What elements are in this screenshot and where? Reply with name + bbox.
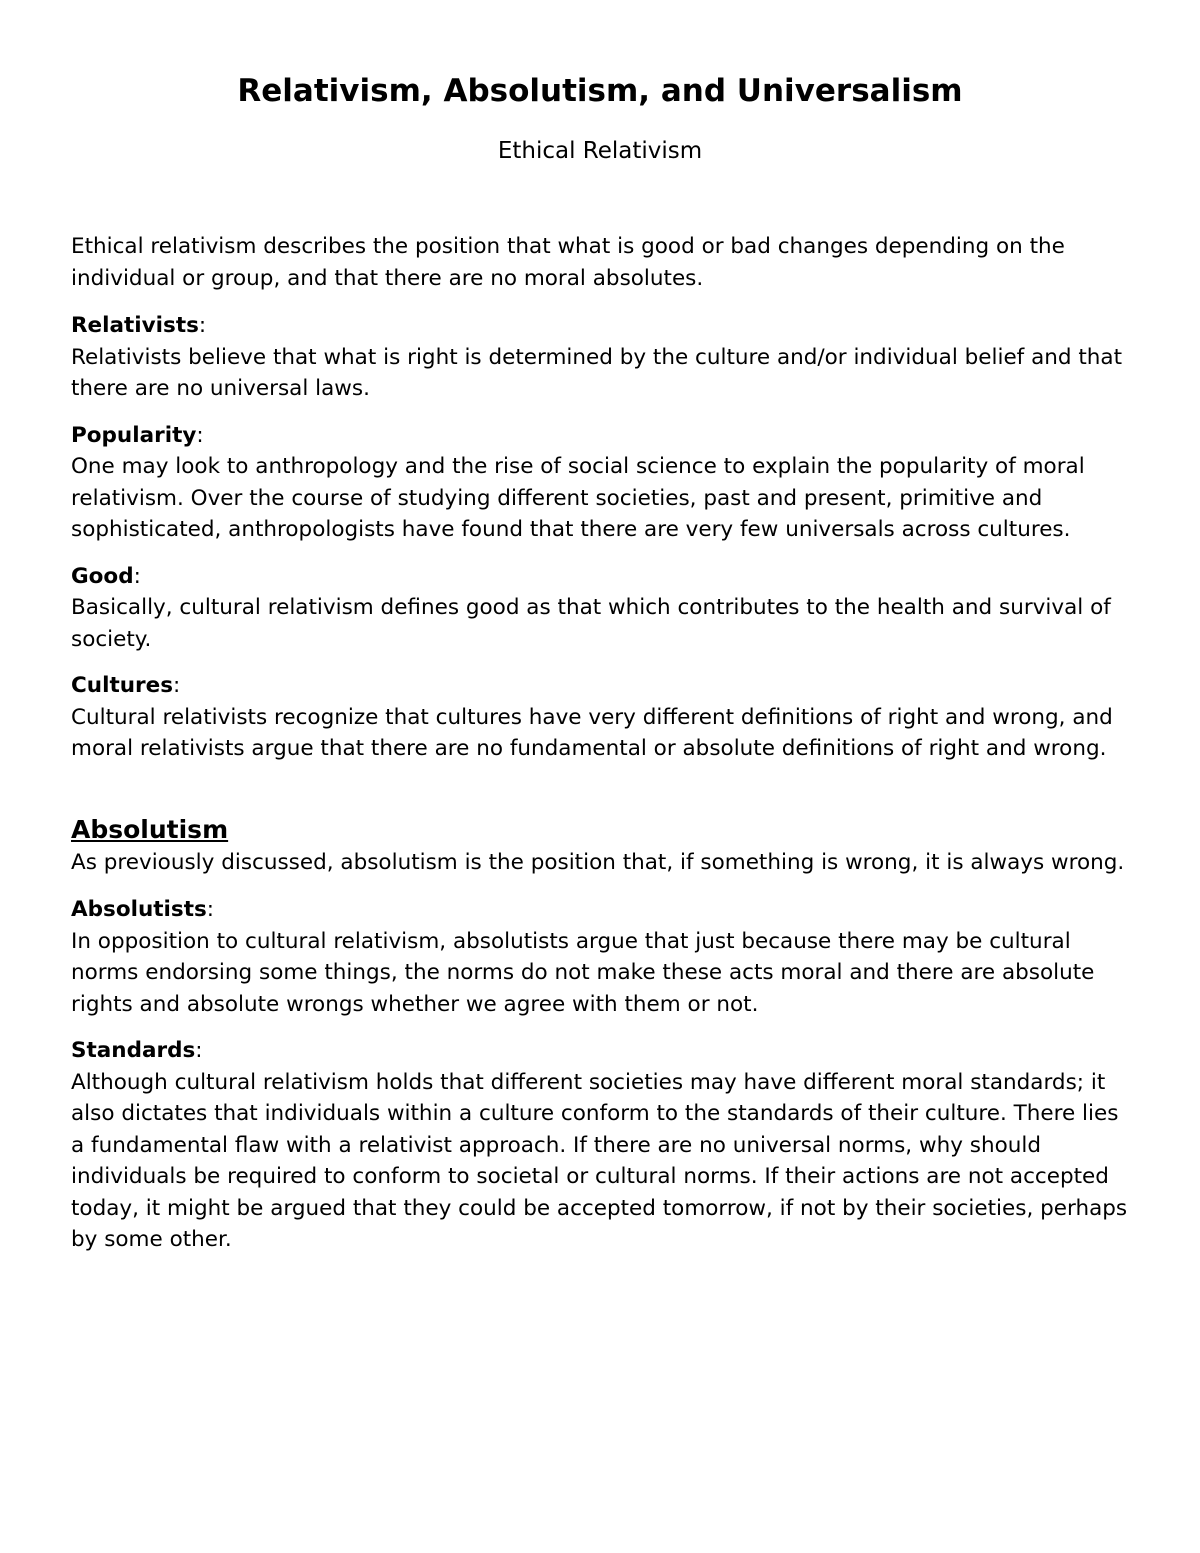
section-good [71,561,1131,656]
absolutism-heading: Absolutism [71,814,229,844]
document-body [71,231,1131,1271]
term-colon: : [198,313,207,338]
term-line [71,670,1131,702]
term-line [71,420,1131,452]
term-colon: : [173,673,181,698]
term-line [71,894,1131,926]
section-text: Cultural relativists recognize that cultures have very different definitions of right and wrong, and moral relativists argue that there are no fundamental or absolute definitions of right and wrong. [71,704,1113,761]
section-standards [71,1035,1131,1256]
term-colon: : [196,422,204,448]
section-text: One may look to anthropology and the rise of social science to explain the popularity of moral relativism. Over the course of studying different societies, past and present, primitive and sophisticated, anthropologists have found that there are very few universals across cultures. [71,454,1085,542]
term-colon: : [195,1038,203,1063]
section-relativists [71,310,1131,405]
section-cultures [71,670,1131,765]
term-absolutists: Absolutists [71,897,207,922]
section-text: Although cultural relativism holds that different societies may have different moral standards; it also dictates that individuals within a culture conform to the standards of their culture. There lies a fundamental flaw with a relativist approach. If there are no universal norms, why should individuals be required to conform to societal or cultural norms. If their actions are not accepted today, it might be argued that they could be accepted tomorrow, if not by their societies, perhaps by some other. [71,1069,1128,1252]
section-text: Relativists believe that what is right is determined by the culture and/or individual belief and that there are no universal laws. [71,344,1123,401]
term-line [71,1035,1131,1067]
term-popularity: Popularity [71,422,197,448]
section-text: Basically, cultural relativism defines good as that which contributes to the health and survival of society. [71,595,1111,652]
term-relativists: Relativists [71,313,199,338]
section-absolutists [71,894,1131,1020]
section-text: In opposition to cultural relativism, absolutists argue that just because there may be cultural norms endorsing some things, the norms do not make these acts moral and there are absolute rights and absolute wrongs whether we agree with them or not. [71,928,1095,1017]
term-standards: Standards [71,1038,196,1063]
intro-paragraph: Ethical relativism describes the position that what is good or bad changes depending on the individual or group, and that there are no moral absolutes. [71,234,1065,291]
term-good: Good [71,563,134,589]
term-colon: : [206,897,215,922]
document-subtitle: Ethical Relativism [497,138,703,164]
section-popularity [71,420,1131,546]
term-colon: : [133,563,141,589]
term-cultures: Cultures [71,673,174,698]
absolutism-intro: As previously discussed, absolutism is the position that, if something is wrong, it is always wrong. [71,849,1125,875]
term-line [71,310,1131,342]
document-title: Relativism, Absolutism, and Universalism [237,73,963,109]
term-line [71,561,1131,593]
